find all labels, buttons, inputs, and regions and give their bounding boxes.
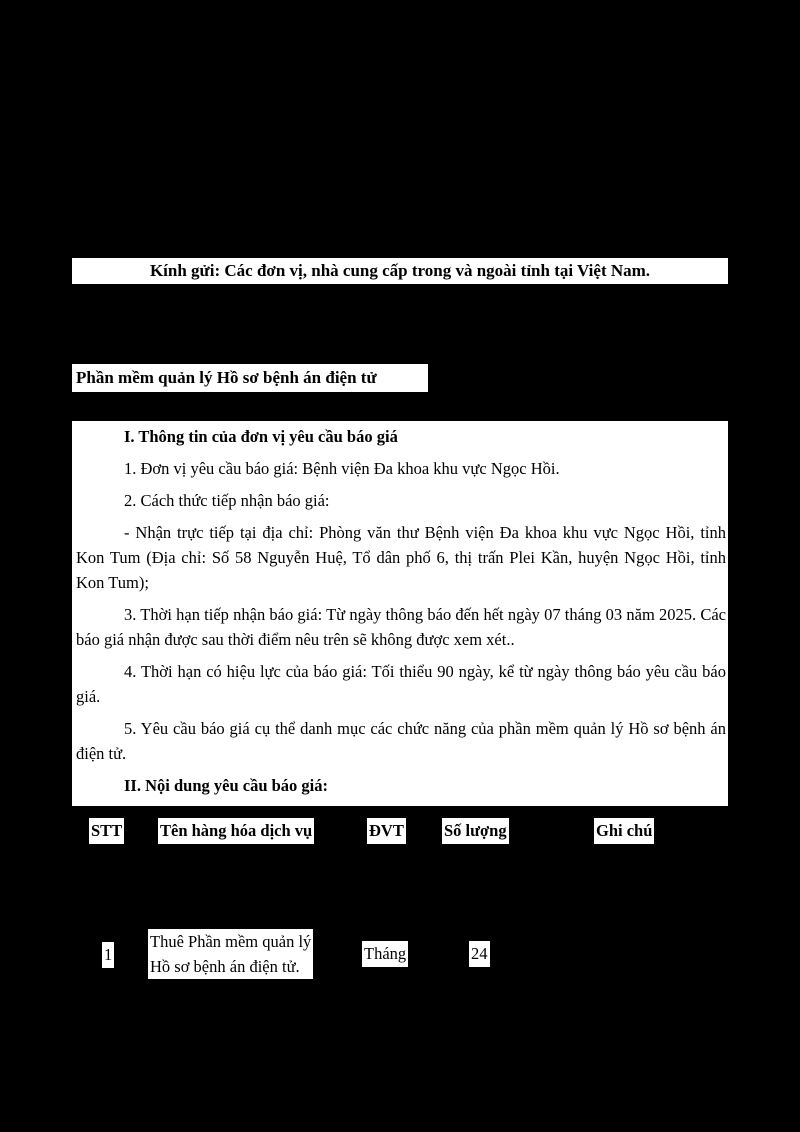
- table-header-note: Ghi chú: [594, 818, 654, 844]
- section-2-heading: II. Nội dung yêu cầu báo giá:: [124, 776, 329, 795]
- paragraph-requesting-unit: 1. Đơn vị yêu cầu báo giá: Bệnh viện Đa khoa khu vực Ngọc Hồi.: [124, 459, 560, 478]
- row-1-name: [148, 929, 313, 979]
- table-header-stt: STT: [89, 818, 124, 844]
- document-subject: Phần mềm quản lý Hồ sơ bệnh án điện tử: [72, 364, 428, 392]
- section-1-heading: I. Thông tin của đơn vị yêu cầu báo giá: [124, 427, 398, 446]
- request-info-section: [72, 421, 728, 806]
- table-header-unit: ĐVT: [367, 818, 406, 844]
- row-1-qty: 24: [469, 941, 490, 967]
- row-1-stt: 1: [102, 942, 114, 968]
- recipient-line: Kính gửi: Các đơn vị, nhà cung cấp trong và ngoài tỉnh tại Việt Nam.: [72, 258, 728, 284]
- paragraph-validity: 4. Thời hạn có hiệu lực của báo giá: Tối thiểu 90 ngày, kể từ ngày thông báo yêu cầu báo giá.: [76, 662, 726, 706]
- row-1-unit: Tháng: [362, 941, 408, 967]
- paragraph-receiving-method: 2. Cách thức tiếp nhận báo giá:: [124, 491, 330, 510]
- paragraph-deadline: 3. Thời hạn tiếp nhận báo giá: Từ ngày thông báo đến hết ngày 07 tháng 03 năm 2025. Các báo giá nhận được sau thời điểm nêu trên sẽ không được xem xét..: [76, 605, 726, 649]
- paragraph-address: - Nhận trực tiếp tại địa chỉ: Phòng văn thư Bệnh viện Đa khoa khu vực Ngọc Hồi, tỉnh Kon Tum (Địa chỉ: Số 58 Nguyễn Huệ, Tổ dân phố 6, thị trấn Plei Kần, huyện Ngọc Hồi, tỉnh Kon Tum);: [76, 523, 726, 592]
- row-1-name-line-2: Hồ sơ bệnh án điện tử.: [150, 957, 300, 976]
- paragraph-requirements: 5. Yêu cầu báo giá cụ thể danh mục các chức năng của phần mềm quản lý Hồ sơ bệnh án điện tử.: [76, 719, 726, 763]
- table-header-qty: Số lượng: [442, 818, 509, 844]
- row-1-name-line-1: Thuê Phần mềm quản lý: [150, 932, 312, 951]
- table-header-name: Tên hàng hóa dịch vụ: [158, 818, 314, 844]
